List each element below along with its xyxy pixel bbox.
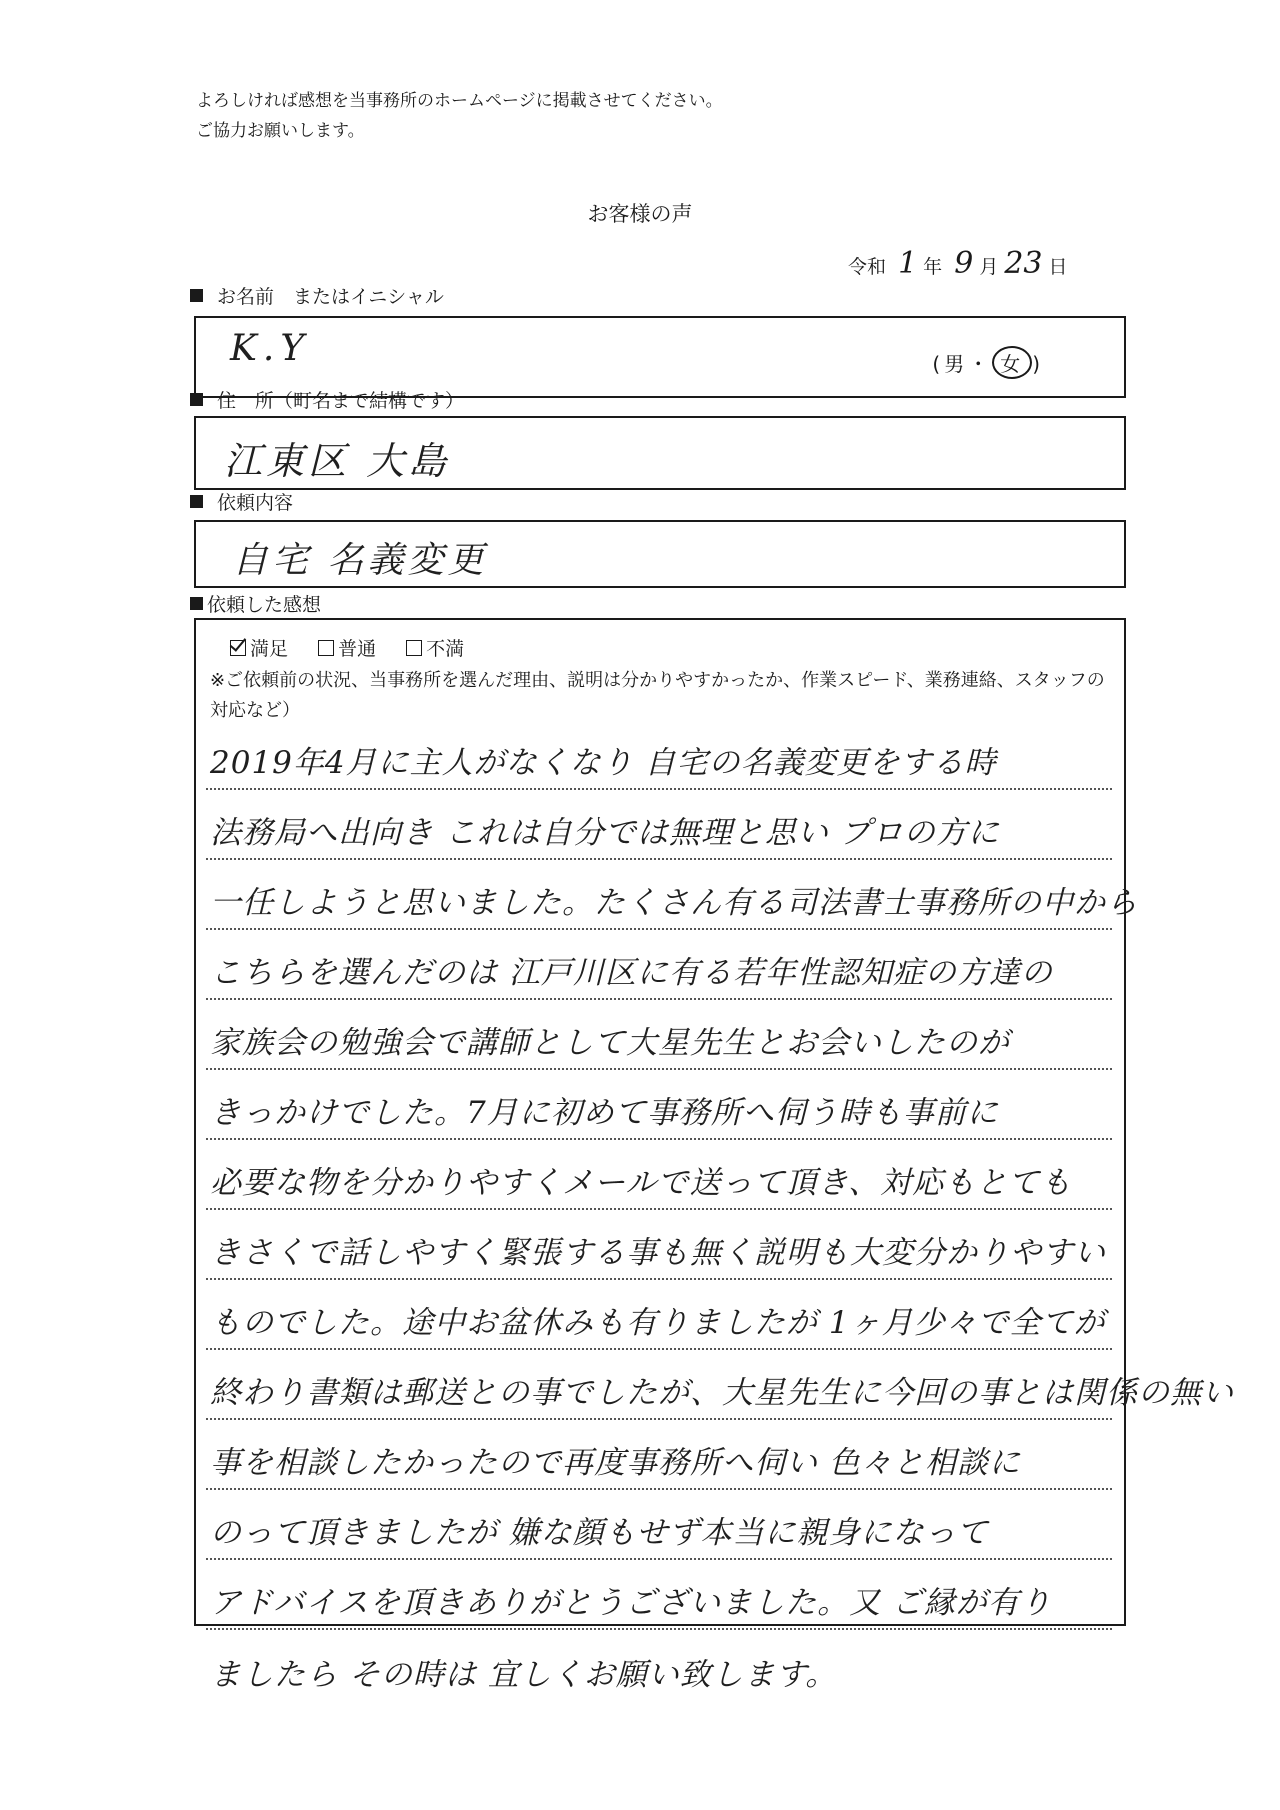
date-year: 1	[898, 246, 918, 281]
intro-line-2: ご協力お願いします。	[196, 121, 365, 141]
impression-guidance-note: ※ご依頼前の状況、当事務所を選んだ理由、説明は分かりやすかったか、作業スピード、業務連絡、スタッフの対応など）	[210, 670, 1105, 721]
comment-line	[206, 790, 1112, 860]
address-heading-label: 住 所（町名まで結構です）	[217, 390, 465, 412]
date-day-unit: 日	[1048, 256, 1068, 278]
comment-line-text: きっかけでした。7月に初めて事務所へ伺う時も事前に	[210, 1095, 999, 1131]
name-value: K.Y	[230, 328, 311, 369]
request-section-heading	[190, 488, 293, 515]
form-date	[848, 246, 1068, 281]
comment-line-text: ものでした。途中お盆休みも有りましたが 1ヶ月少々で全てが	[210, 1305, 1106, 1341]
impression-field[interactable]	[194, 618, 1234, 1693]
checkbox-icon[interactable]	[318, 640, 334, 656]
section-bullet-icon	[190, 597, 203, 610]
request-heading-label: 依頼内容	[217, 492, 294, 514]
option-label: 普通	[338, 638, 377, 660]
date-month: 9	[954, 246, 974, 281]
comment-line-text: アドバイスを頂きありがとうございました。又 ご縁が有り	[210, 1585, 1052, 1621]
comment-line-text: 必要な物を分かりやすくメールで送って頂き、対応もとても	[210, 1165, 1073, 1201]
address-field[interactable]	[194, 416, 1126, 490]
impression-heading-label: 依頼した感想	[207, 594, 322, 616]
comment-line-text: きさくで話しやすく緊張する事も無く説明も大変分かりやすい	[210, 1235, 1106, 1271]
comment-line	[206, 1070, 1112, 1140]
comment-line	[206, 1280, 1112, 1350]
address-section-heading	[190, 386, 464, 413]
comment-line-text: こちらを選んだのは 江戸川区に有る若年性認知症の方達の	[210, 955, 1053, 991]
name-heading-label: お名前 またはイニシャル	[217, 286, 444, 308]
intro-line-1: よろしければ感想を当事務所のホームページに掲載させてください。	[196, 91, 723, 111]
date-era: 令和	[848, 256, 887, 278]
comment-line-text: ましたら その時は 宜しくお願い致します。	[210, 1657, 838, 1693]
checkbox-checked-icon[interactable]	[230, 640, 246, 656]
impression-section-heading	[190, 590, 321, 617]
satisfaction-options	[230, 634, 488, 661]
gender-selector[interactable]: (男・ 女 )	[932, 346, 1044, 379]
comment-line	[206, 1210, 1112, 1280]
comment-line	[206, 1140, 1112, 1210]
comment-line-text: 法務局へ出向き これは自分では無理と思い プロの方に	[210, 815, 1000, 851]
comment-line-text: 終わり書類は郵送との事でしたが、大星先生に今回の事とは関係の無い	[210, 1375, 1234, 1411]
section-bullet-icon	[190, 495, 203, 508]
gender-female[interactable]: 女	[992, 346, 1032, 379]
date-year-unit: 年	[923, 256, 943, 278]
comment-line-text: 家族会の勉強会で講師として大星先生とお会いしたのが	[210, 1025, 1010, 1061]
name-section-heading	[190, 282, 444, 309]
date-month-unit: 月	[979, 256, 999, 278]
date-day: 23	[1004, 246, 1043, 281]
comment-line	[206, 930, 1112, 1000]
comment-line-text: 一任しようと思いました。たくさん有る司法書士事務所の中から	[210, 885, 1138, 921]
comment-line	[206, 860, 1138, 930]
comment-line	[206, 720, 1112, 790]
option-average[interactable]	[318, 638, 376, 660]
page-title: お客様の声	[587, 202, 693, 226]
intro-message	[196, 86, 723, 146]
gender-male[interactable]: 男	[944, 352, 969, 376]
handwritten-comment	[206, 720, 1234, 1700]
option-satisfied[interactable]	[230, 638, 288, 660]
comment-line	[206, 1560, 1112, 1630]
comment-line-text: 2019年4月に主人がなくなり 自宅の名義変更をする時	[210, 745, 997, 781]
checkbox-icon[interactable]	[406, 640, 422, 656]
request-field[interactable]	[194, 520, 1126, 588]
comment-line	[206, 1630, 1112, 1700]
comment-line	[206, 1350, 1234, 1420]
address-value: 江東区 大島	[224, 439, 451, 483]
option-dissatisfied[interactable]	[406, 638, 464, 660]
comment-line-text: のって頂きましたが 嫌な顔もせず本当に親身になって	[210, 1515, 989, 1551]
section-bullet-icon	[190, 289, 203, 302]
request-value: 自宅 名義変更	[232, 540, 488, 581]
comment-line	[206, 1490, 1112, 1560]
gender-separator: ・	[968, 352, 993, 376]
comment-line-text: 事を相談したかったので再度事務所へ伺い 色々と相談に	[210, 1445, 1021, 1481]
option-label: 満足	[250, 638, 289, 660]
comment-line	[206, 1420, 1112, 1490]
section-bullet-icon	[190, 393, 203, 406]
option-label: 不満	[426, 638, 465, 660]
comment-line	[206, 1000, 1112, 1070]
